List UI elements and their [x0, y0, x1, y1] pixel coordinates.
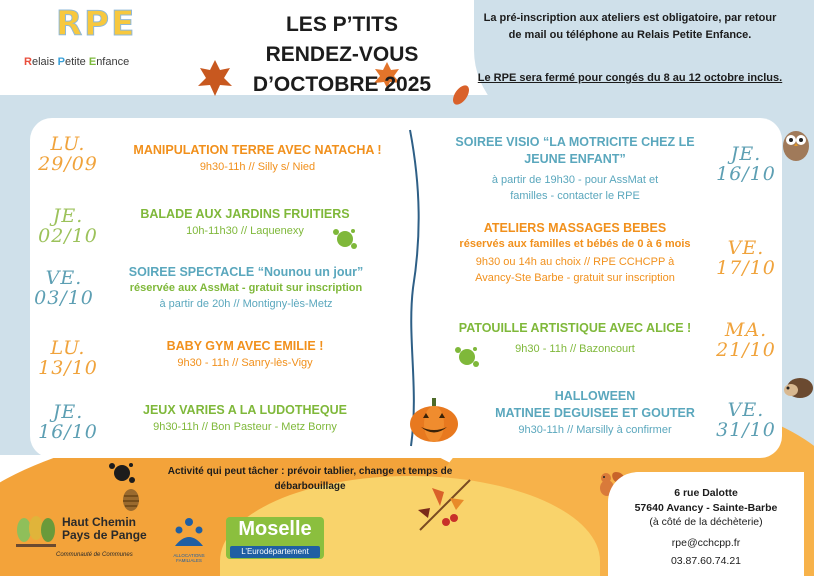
event-jeux-ludotheque: JEUX VARIES A LA LUDOTHEQUE 9h30-11h // Bon Pasteur - Metz Borny [143, 403, 347, 433]
pumpkin-icon [408, 396, 460, 444]
paint-splat-icon [108, 460, 136, 486]
contact-email[interactable]: rpe@cchcpp.fr [671, 536, 741, 549]
contact-address: 6 rue Dalotte 57640 Avancy - Sainte-Barbe (à côté de la déchèterie) rpe@cchcpp.fr 03.87.60.74.21 [608, 486, 804, 569]
page-title: LES P’TITS RENDEZ-VOUS D’OCTOBRE 2025 [252, 13, 432, 96]
event-baby-gym: BABY GYM AVEC EMILIE ! 9h30 - 11h // Sanry-lès-Vigy [166, 339, 324, 369]
event-date: VE. 17/10 [716, 237, 776, 279]
event-balade-jardins: BALADE AUX JARDINS FRUITIERS 10h-11h30 // Laquenexy [140, 207, 350, 237]
activity-note: Activité qui peut tâcher : prévoir tablier, change et temps de débarbouillage [167, 466, 453, 492]
closure-notice: Le RPE sera fermé pour congés du 8 au 12 octobre inclus. [477, 72, 783, 84]
event-date: MA. 21/10 [716, 319, 776, 361]
logo-text: RPE [56, 4, 137, 44]
event-soiree-visio: SOIREE VISIO “LA MOTRICITE CHEZ LE JEUNE ENFANT” à partir de 19h30 - pour AssMat et familles - contacter le RPE [455, 135, 695, 202]
event-date: JE. 02/10 [38, 205, 98, 247]
contact-phone[interactable]: 03.87.60.74.21 [670, 555, 742, 567]
moselle-logo: Moselle L’Eurodépartement [226, 517, 324, 559]
caf-logo: ALLOCATIONS FAMILIALES [164, 516, 214, 564]
paint-splat-icon [332, 226, 358, 252]
event-manipulation-terre: MANIPULATION TERRE AVEC NATACHA ! 9h30-11h // Silly s/ Nied [133, 143, 382, 173]
event-patouille: PATOUILLE ARTISTIQUE AVEC ALICE ! 9h30 - 11h // Bazoncourt [458, 321, 692, 355]
event-halloween: HALLOWEEN MATINEE DEGUISEE ET GOUTER 9h30-11h // Marsilly à confirmer [495, 389, 695, 436]
logo-subtitle: Relais Petite Enfance [24, 56, 130, 68]
owl-icon [780, 124, 812, 162]
autumn-branch-icon [410, 470, 480, 540]
event-date: JE. 16/10 [716, 143, 776, 185]
caf-family-icon [171, 516, 207, 552]
autumn-leaf-icon [196, 58, 234, 98]
event-date: VE. 03/10 [34, 267, 94, 309]
event-date: VE. 31/10 [716, 399, 776, 441]
event-massages-bebes: ATELIERS MASSAGES BEBES réservés aux familles et bébés de 0 à 6 mois 9h30 ou 14h au choix // RPE CCHCPP à Avancy-Ste Barbe - gratuit sur inscription [459, 221, 691, 284]
pinecone-icon [120, 486, 142, 512]
event-date: JE. 16/10 [38, 401, 98, 443]
event-date: LU. 13/10 [38, 337, 98, 379]
event-date: LU. 29/09 [38, 133, 98, 175]
paint-splat-icon [454, 344, 480, 370]
trees-icon [16, 516, 56, 552]
event-soiree-spectacle: SOIREE SPECTACLE “Nounou un jour” réservée aux AssMat - gratuit sur inscription à partir de 20h // Montigny-lès-Metz [128, 265, 364, 310]
registration-notice: La pré-inscription aux ateliers est obligatoire, par retour de mail ou téléphone au Relais Petite Enfance. [483, 12, 777, 41]
rpe-logo [22, 4, 172, 84]
hedgehog-icon [782, 372, 814, 400]
hcpp-logo: Haut Chemin Pays de Pange Communauté de Communes [16, 514, 156, 564]
